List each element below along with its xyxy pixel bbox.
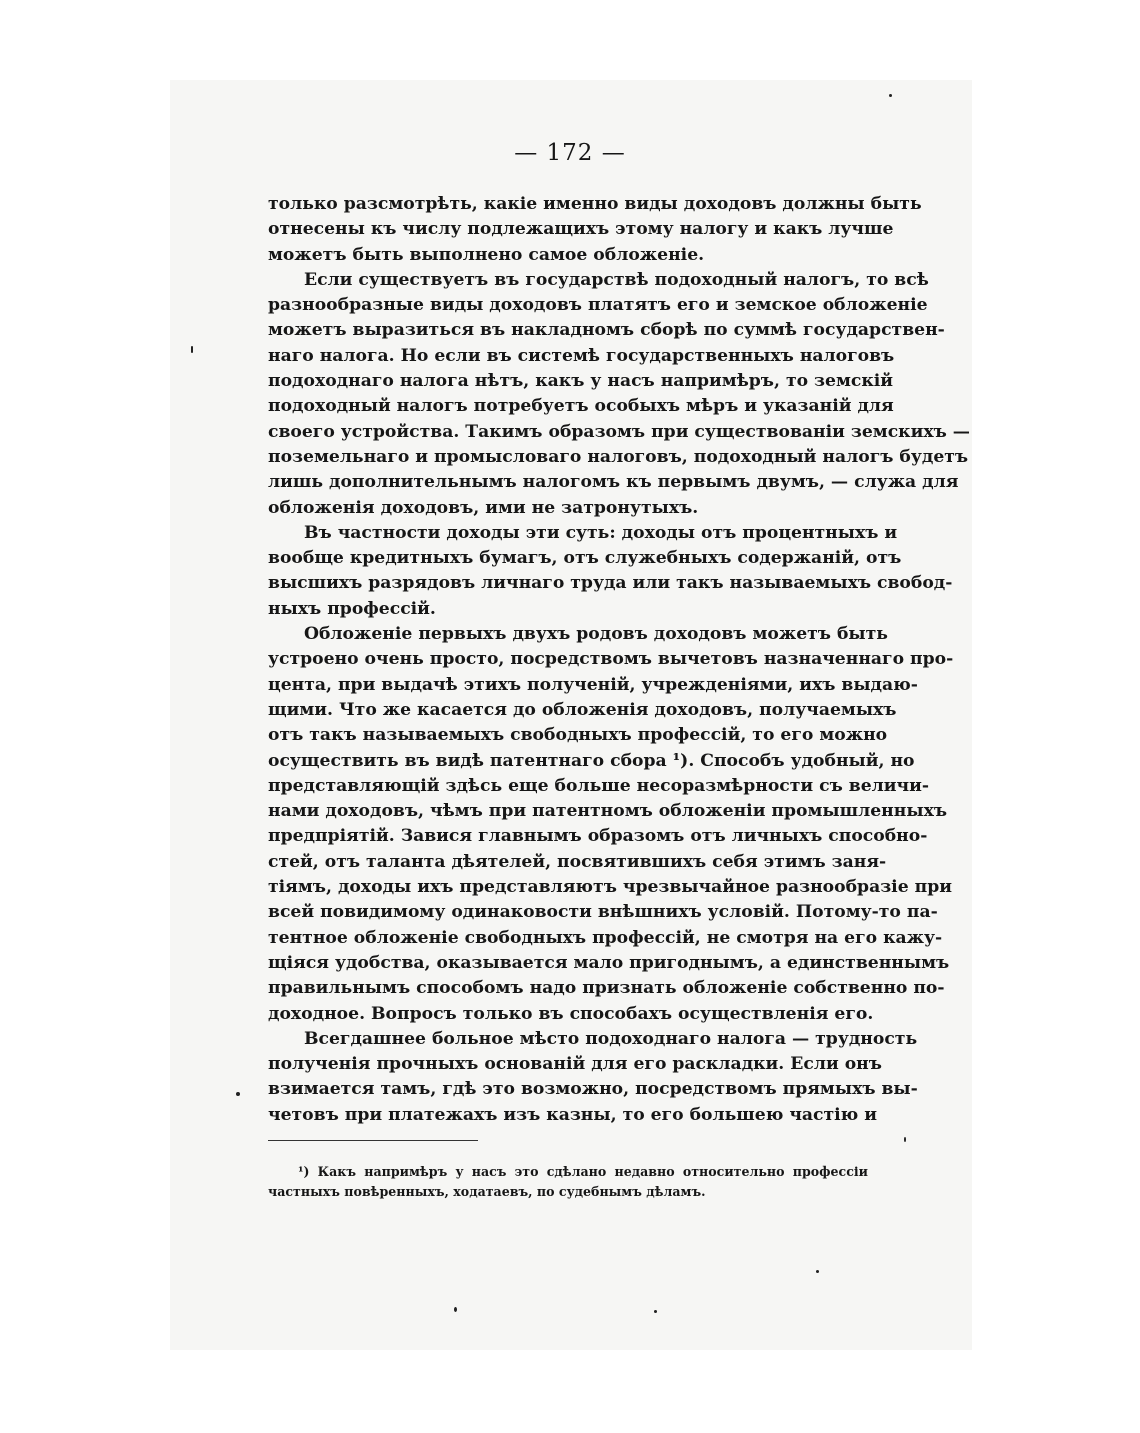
- text-line: Всегдашнее больное мѣсто подоходнаго налога — трудность: [304, 1028, 918, 1049]
- text-line: наго налога. Но если въ системѣ государственныхъ налоговъ: [268, 345, 895, 366]
- text-line: подоходный налогъ потребуетъ особыхъ мѣръ и указаній для: [268, 396, 894, 417]
- footnote: [268, 1162, 868, 1202]
- footnote-line: частныхъ повѣренныхъ, ходатаевъ, по судебнымъ дѣламъ.: [268, 1184, 706, 1199]
- text-line: щіяся удобства, оказывается мало пригоднымъ, а единственнымъ: [268, 952, 950, 973]
- text-line: стей, отъ таланта дѣятелей, посвятившихъ себя этимъ заня-: [268, 851, 887, 872]
- text-line: только разсмотрѣть, какіе именно виды доходовъ должны быть: [268, 194, 922, 214]
- page-number: — 172 —: [514, 140, 626, 166]
- text-line: предпріятій. Завися главнымъ образомъ отъ личныхъ способно-: [268, 826, 928, 847]
- main-text: [268, 192, 970, 1128]
- text-line: лишь дополнительнымъ налогомъ къ первымъ двумъ, — служа для: [268, 472, 959, 493]
- scan-speck: [889, 94, 892, 97]
- paragraph: [268, 622, 954, 1027]
- scan-speck: [816, 1270, 819, 1273]
- text-line: можетъ быть выполнено самое обложеніе.: [268, 244, 705, 265]
- text-line: четовъ при платежахъ изъ казны, то его большею частію и: [268, 1104, 878, 1125]
- text-line: тіямъ, доходы ихъ представляютъ чрезвычайное разнообразіе при: [268, 877, 952, 898]
- scan-speck: [191, 346, 193, 353]
- scan-speck: [654, 1310, 657, 1313]
- text-line: отнесены къ числу подлежащихъ этому налогу и какъ лучше: [268, 219, 894, 240]
- text-line: тентное обложеніе свободныхъ профессій, не смотря на его кажу-: [268, 927, 943, 948]
- paragraph: [268, 1027, 918, 1128]
- text-line: щими. Что же касается до обложенія доходовъ, получаемыхъ: [268, 699, 897, 720]
- text-line: подоходнаго налога нѣтъ, какъ у насъ напримѣръ, то земскій: [268, 371, 894, 392]
- paragraph: [268, 192, 922, 268]
- text-line: разнообразные виды доходовъ платятъ его и земское обложеніе: [268, 295, 928, 316]
- text-line: правильнымъ способомъ надо признать обложеніе собственно по-: [268, 978, 945, 999]
- text-line: всей повидимому одинаковости внѣшнихъ условій. Потому-то па-: [268, 902, 938, 923]
- text-line: нами доходовъ, чѣмъ при патентномъ обложеніи промышленныхъ: [268, 801, 947, 822]
- scan-speck: [236, 1092, 240, 1096]
- text-line: вообще кредитныхъ бумагъ, отъ служебныхъ содержаній, отъ: [268, 548, 902, 569]
- text-line: Обложеніе первыхъ двухъ родовъ доходовъ можетъ быть: [304, 624, 888, 645]
- text-line: доходное. Вопросъ только въ способахъ осуществленія его.: [268, 1003, 874, 1024]
- text-line: Если существуетъ въ государствѣ подоходный налогъ, то всѣ: [304, 269, 929, 290]
- text-line: поземельнаго и промысловаго налоговъ, подоходный налогъ будетъ: [268, 446, 969, 467]
- text-line: представляющій здѣсь еще больше несоразмѣрности съ величи-: [268, 775, 929, 796]
- scan-speck: [904, 1137, 906, 1142]
- scan-speck: [454, 1307, 457, 1312]
- text-line: высшихъ разрядовъ личнаго труда или такъ называемыхъ свобод-: [268, 573, 953, 594]
- text-line: обложенія доходовъ, ими не затронутыхъ.: [268, 497, 699, 518]
- text-line: Въ частности доходы эти суть: доходы отъ процентныхъ и: [304, 522, 898, 543]
- text-line: можетъ выразиться въ накладномъ сборѣ по суммѣ государствен-: [268, 320, 945, 341]
- footnote-divider: [268, 1140, 478, 1141]
- text-line: взимается тамъ, гдѣ это возможно, посредствомъ прямыхъ вы-: [268, 1079, 918, 1100]
- paragraph: [268, 521, 953, 622]
- text-line: устроено очень просто, посредствомъ вычетовъ назначеннаго про-: [268, 649, 954, 670]
- paragraph: [268, 268, 970, 521]
- footnote-line: ¹) Какъ напримѣръ у насъ это сдѣлано недавно относительно профессіи: [298, 1164, 868, 1179]
- text-line: цента, при выдачѣ этихъ полученій, учрежденіями, ихъ выдаю-: [268, 674, 918, 695]
- text-line: полученія прочныхъ основаній для его раскладки. Если онъ: [268, 1054, 882, 1075]
- text-line: ныхъ профессій.: [268, 598, 436, 619]
- text-line: отъ такъ называемыхъ свободныхъ профессій, то его можно: [268, 725, 888, 746]
- text-line: своего устройства. Такимъ образомъ при существованіи земскихъ —: [268, 421, 970, 442]
- text-line: осуществить въ видѣ патентнаго сбора ¹). Способъ удобный, но: [268, 750, 915, 771]
